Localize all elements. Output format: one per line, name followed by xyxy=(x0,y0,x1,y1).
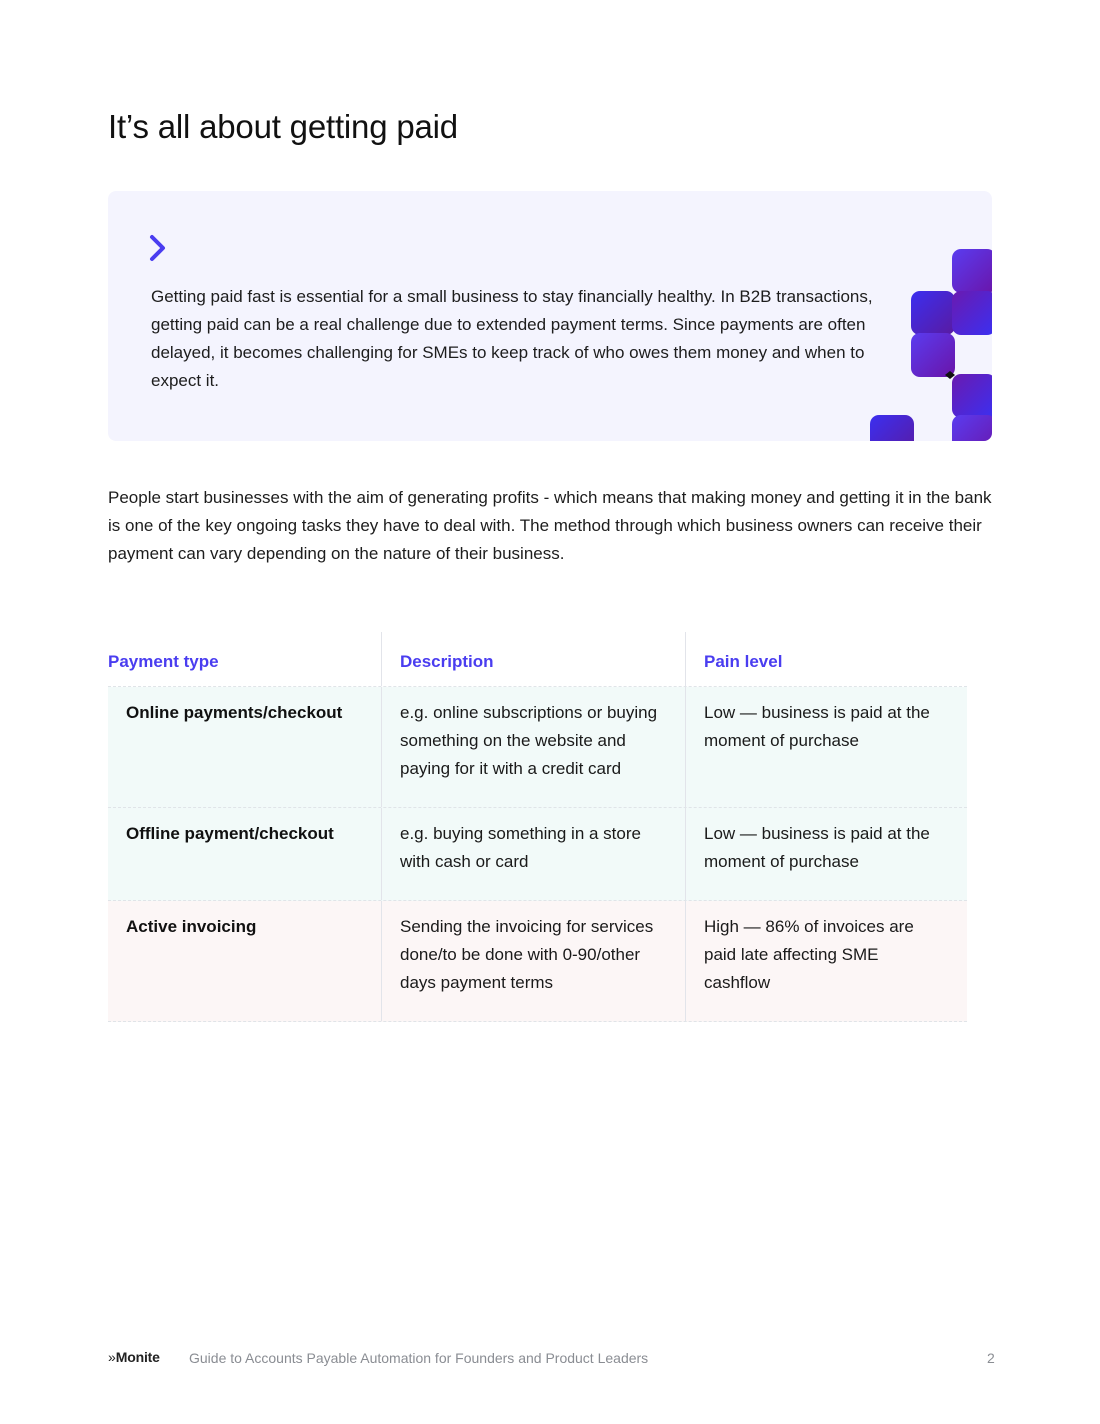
decorative-blocks-graphic xyxy=(832,191,992,441)
table-row xyxy=(108,901,967,1022)
description-cell: e.g. buying something in a store with cash or card xyxy=(381,808,685,900)
footer-guide-title: Guide to Accounts Payable Automation for Founders and Product Leaders xyxy=(189,1350,649,1366)
header-description: Description xyxy=(381,632,685,686)
logo-text: Monite xyxy=(115,1349,160,1365)
header-pain-level: Pain level xyxy=(685,632,967,686)
chevron-right-icon xyxy=(148,234,168,262)
header-payment-type: Payment type xyxy=(108,652,219,671)
table-row xyxy=(108,808,967,901)
table-header-row xyxy=(108,632,967,687)
pain-level-cell: High — 86% of invoices are paid late affecting SME cashflow xyxy=(685,901,967,1021)
table-row xyxy=(108,687,967,808)
description-cell: e.g. online subscriptions or buying something on the website and paying for it with a credit card xyxy=(381,687,685,807)
payment-types-table xyxy=(108,632,967,1022)
callout-box xyxy=(108,191,992,441)
page-number: 2 xyxy=(987,1350,995,1366)
callout-text: Getting paid fast is essential for a small business to stay financially healthy. In B2B transactions, getting paid can be a real challenge due to extended payment terms. Since payments are often delayed, it becomes challenging for SMEs to keep track of who owes them money and when to expect it. xyxy=(151,287,873,390)
intro-paragraph: People start businesses with the aim of generating profits - which means that making money and getting it in the bank is one of the key ongoing tasks they have to deal with. The method through which business owners can receive their payment can vary depending on the nature of their business. xyxy=(108,488,992,563)
payment-type-cell: Online payments/checkout xyxy=(126,703,343,722)
logo-mark-icon: » xyxy=(108,1349,113,1365)
monite-logo xyxy=(108,1349,160,1365)
page-title: It’s all about getting paid xyxy=(108,108,458,145)
pain-level-cell: Low — business is paid at the moment of purchase xyxy=(685,687,967,807)
payment-type-cell: Offline payment/checkout xyxy=(126,824,334,843)
payment-type-cell: Active invoicing xyxy=(126,917,257,936)
pain-level-cell: Low — business is paid at the moment of purchase xyxy=(685,808,967,900)
description-cell: Sending the invoicing for services done/to be done with 0-90/other days payment terms xyxy=(381,901,685,1021)
